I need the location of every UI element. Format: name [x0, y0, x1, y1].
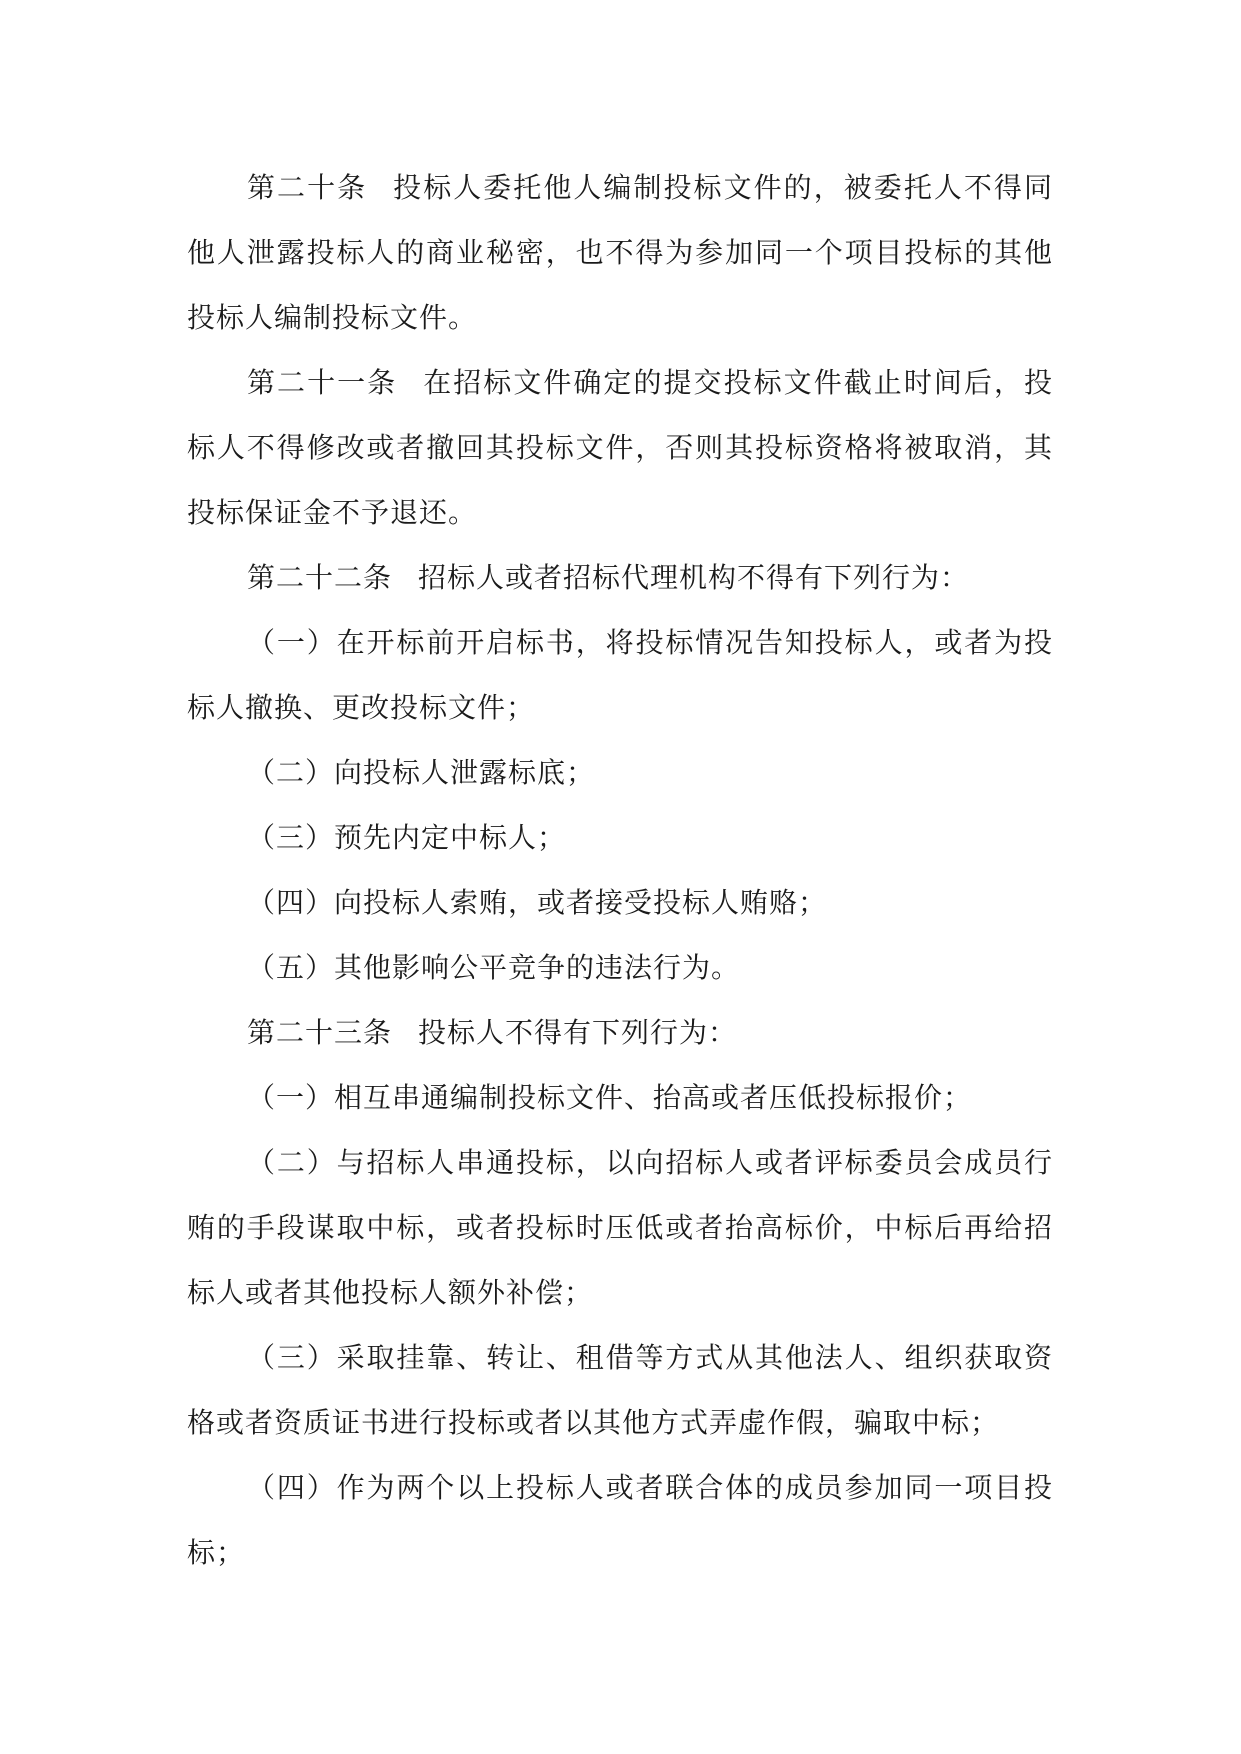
article-20-text: 投标人委托他人编制投标文件的，被委托人不得同他人泄露投标人的商业秘密，也不得为参加同一个项目投标的其他投标人编制投标文件。 [187, 171, 1053, 334]
article-23-item-1 [187, 1065, 1053, 1130]
list-item-text: （五）其他影响公平竞争的违法行为。 [247, 951, 741, 984]
article-22-heading: 第二十二条 [247, 561, 393, 594]
list-item-text: （四）作为两个以上投标人或者联合体的成员参加同一项目投标； [187, 1471, 1053, 1569]
list-item-text: （三）采取挂靠、转让、租借等方式从其他法人、组织获取资格或者资质证书进行投标或者以其他方式弄虚作假，骗取中标； [187, 1341, 1053, 1439]
article-22-item-2 [187, 740, 1053, 805]
document-body [187, 155, 1053, 1585]
article-21-heading: 第二十一条 [247, 366, 398, 399]
list-item-text: （一）在开标前开启标书，将投标情况告知投标人，或者为投标人撤换、更改投标文件； [187, 626, 1053, 724]
article-20-heading: 第二十条 [247, 171, 368, 204]
article-22-item-3 [187, 805, 1053, 870]
article-21-text: 在招标文件确定的提交投标文件截止时间后，投标人不得修改或者撤回其投标文件，否则其投标资格将被取消，其投标保证金不予退还。 [187, 366, 1053, 529]
list-item-text: （一）相互串通编制投标文件、抬高或者压低投标报价； [247, 1081, 973, 1114]
article-22-item-5 [187, 935, 1053, 1000]
article-22-item-1 [187, 610, 1053, 740]
list-item-text: （二）向投标人泄露标底； [247, 756, 596, 789]
article-23-item-3 [187, 1325, 1053, 1455]
article-23-item-2 [187, 1130, 1053, 1325]
article-22-paragraph [187, 545, 1053, 610]
article-23-paragraph [187, 1000, 1053, 1065]
list-item-text: （二）与招标人串通投标，以向招标人或者评标委员会成员行贿的手段谋取中标，或者投标时压低或者抬高标价，中标后再给招标人或者其他投标人额外补偿； [187, 1146, 1053, 1309]
article-22-text: 招标人或者招标代理机构不得有下列行为： [418, 561, 970, 594]
article-23-heading: 第二十三条 [247, 1016, 393, 1049]
article-22-item-4 [187, 870, 1053, 935]
article-23-item-4 [187, 1455, 1053, 1585]
article-20-paragraph [187, 155, 1053, 350]
article-21-paragraph [187, 350, 1053, 545]
list-item-text: （四）向投标人索贿，或者接受投标人贿赂； [247, 886, 828, 919]
list-item-text: （三）预先内定中标人； [247, 821, 567, 854]
article-23-text: 投标人不得有下列行为： [418, 1016, 738, 1049]
